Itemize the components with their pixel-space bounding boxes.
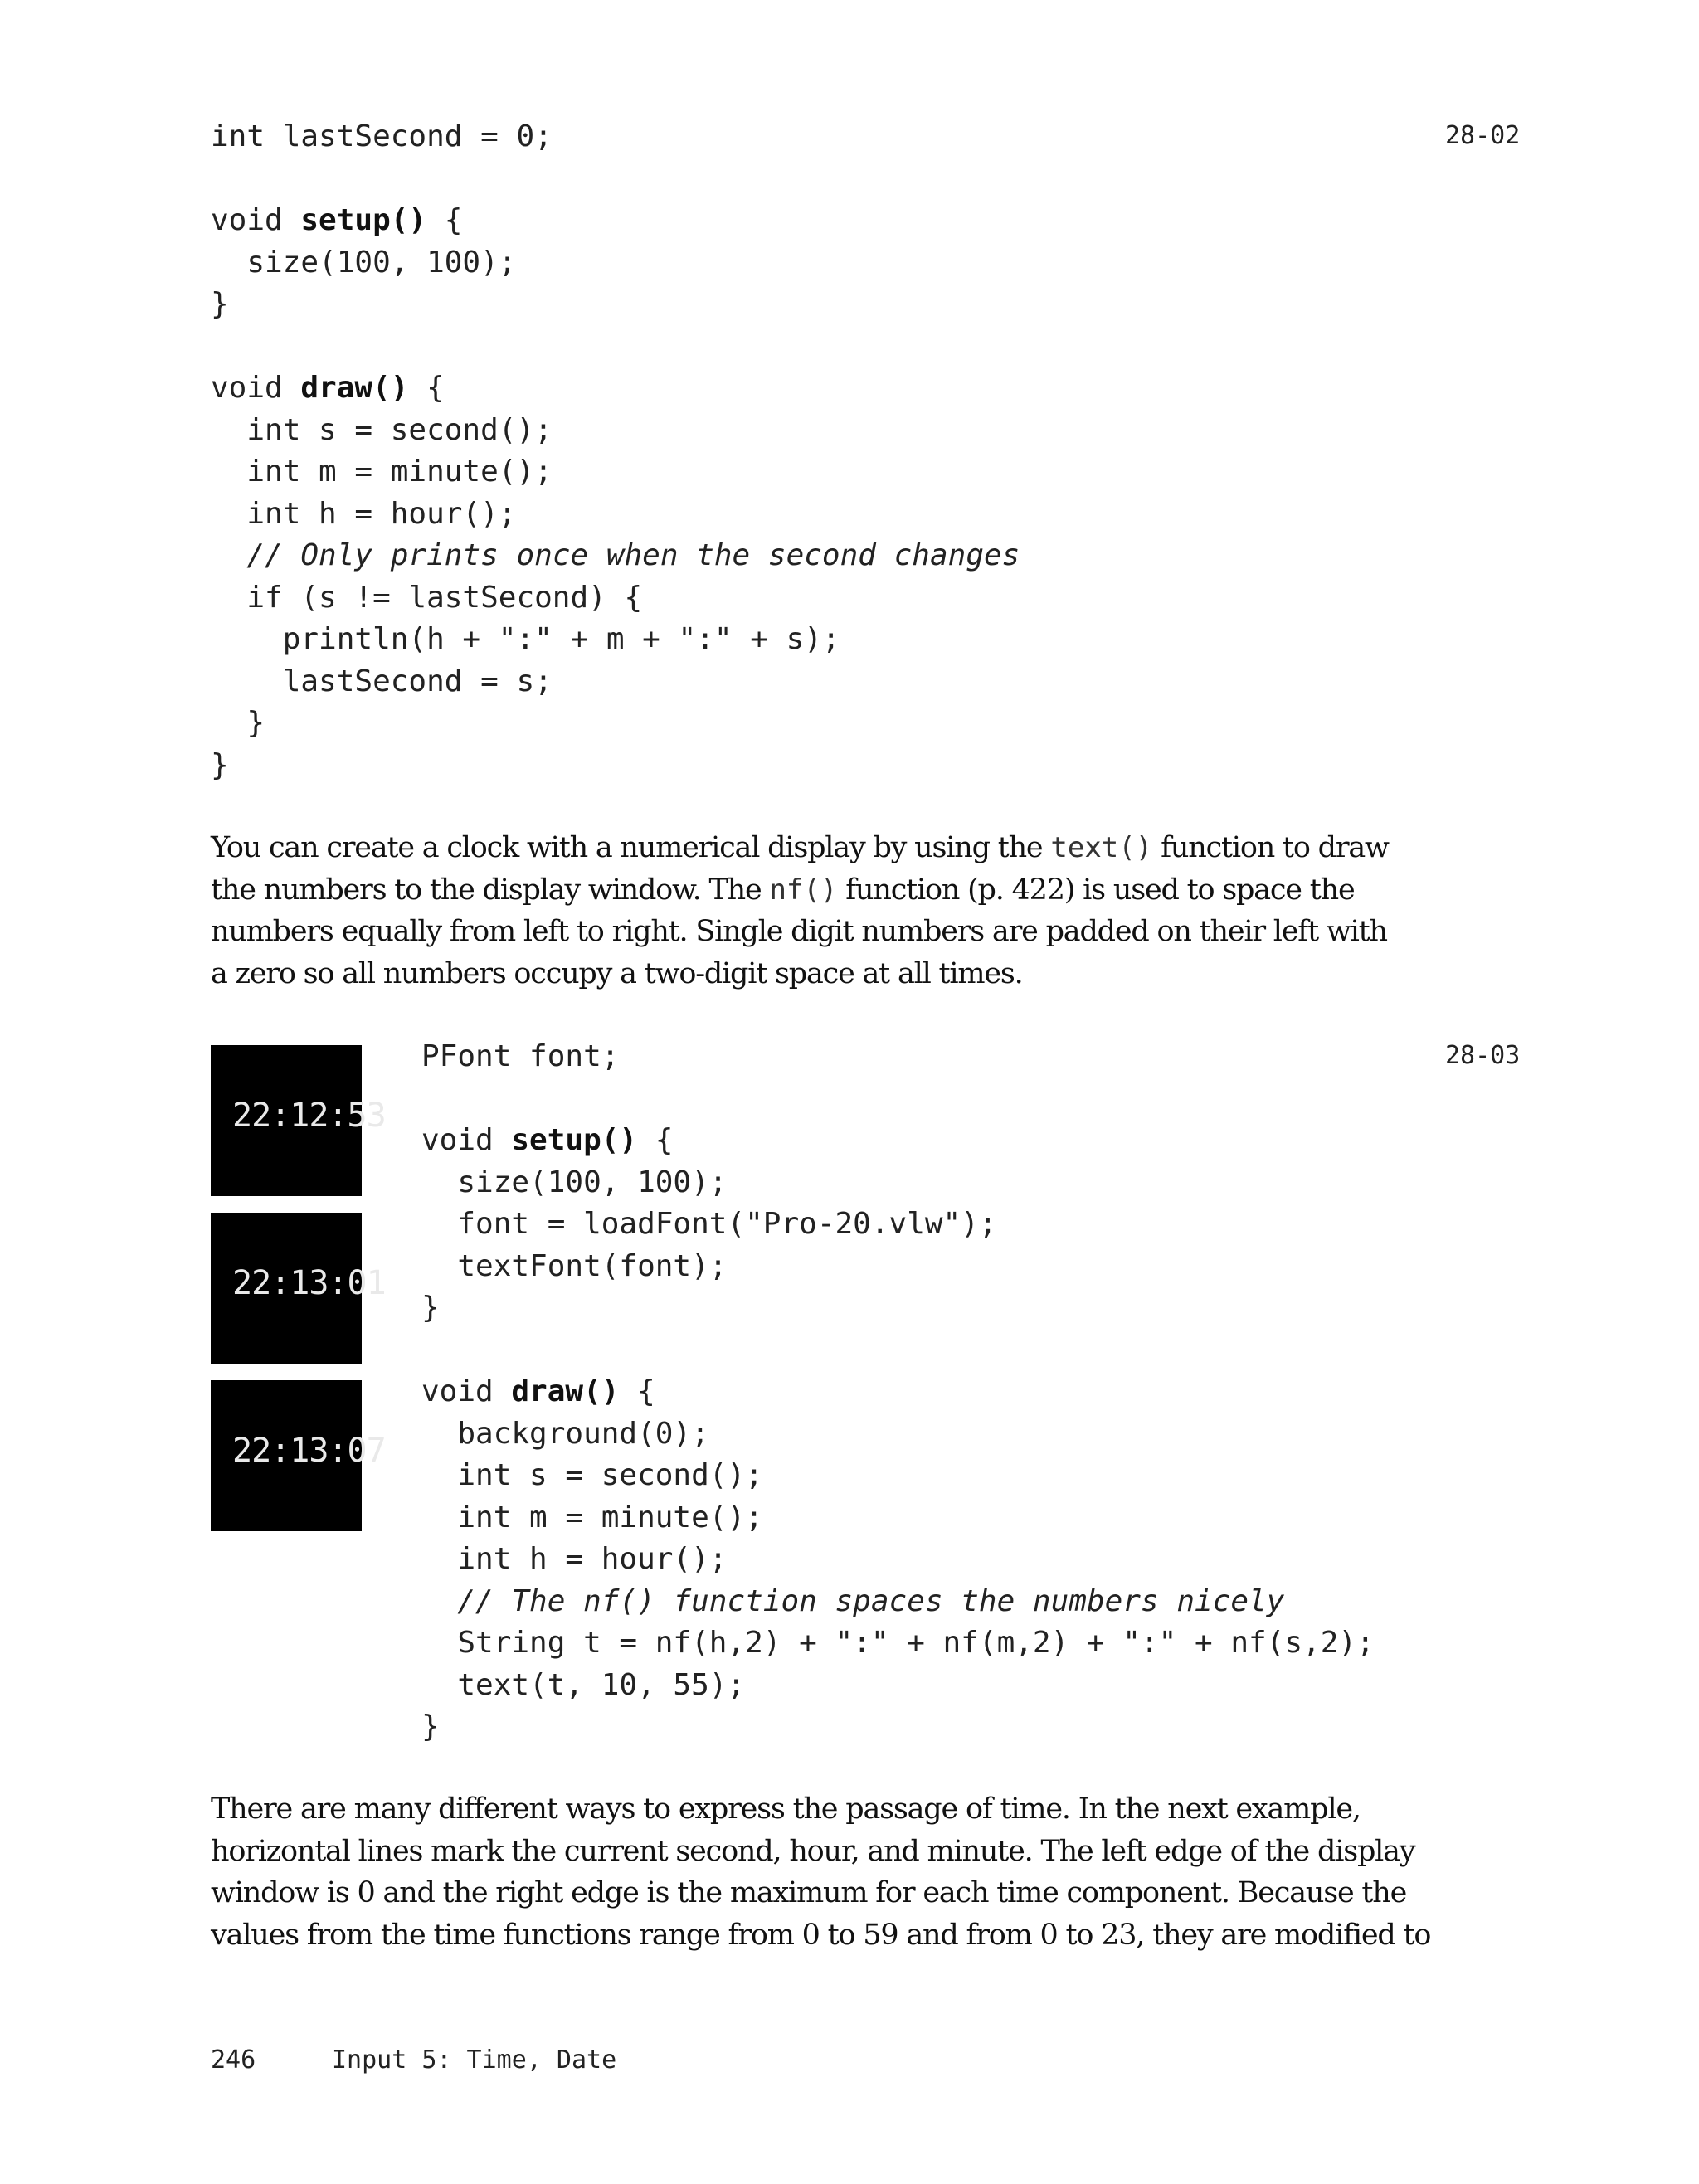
clock-time: 22:13:07 <box>232 1432 386 1470</box>
code-line <box>211 326 1020 368</box>
code-line: int s = second(); <box>421 1458 763 1492</box>
code-listing-28-03 <box>421 1036 1375 1749</box>
code-line: } <box>421 1291 440 1325</box>
code-line: void setup() { <box>211 203 463 237</box>
code-line: // Only prints once when the second changes <box>246 538 1020 572</box>
text-line: a zero so all numbers occupy a two-digit space at all times. <box>211 956 1023 990</box>
code-line: // The nf() function spaces the numbers nicely <box>457 1583 1285 1618</box>
code-line: void draw() { <box>211 371 445 405</box>
code-line: PFont font; <box>421 1039 620 1073</box>
code-line: if (s != lastSecond) { <box>211 580 643 615</box>
body-paragraph <box>211 827 1505 995</box>
text-line: numbers equally from left to right. Single digit numbers are padded on their left with <box>211 915 1387 948</box>
code-line: int m = minute(); <box>421 1500 763 1535</box>
text-line: You can create a clock with a numerical display by using the text() function to draw <box>211 831 1389 864</box>
code-line <box>421 1330 1375 1372</box>
text-line: values from the time functions range from 0 to 59 and from 0 to 23, they are modified to <box>211 1918 1431 1952</box>
code-line: int h = hour(); <box>421 1542 728 1576</box>
text-line: horizontal lines mark the current second, hour, and minute. The left edge of the display <box>211 1834 1415 1868</box>
text-line: window is 0 and the right edge is the maximum for each time component. Because the <box>211 1876 1407 1909</box>
clock-thumbnail <box>211 1380 386 1531</box>
code-line: int lastSecond = 0; <box>211 119 553 153</box>
code-line: int h = hour(); <box>211 496 517 531</box>
code-line: size(100, 100); <box>421 1165 728 1199</box>
body-paragraph <box>211 1788 1505 1956</box>
code-line: } <box>211 287 229 321</box>
code-line <box>211 158 1020 201</box>
code-line: void setup() { <box>421 1123 674 1157</box>
code-line: size(100, 100); <box>211 245 517 280</box>
code-line: } <box>211 706 265 740</box>
page-number: 246 <box>211 2045 256 2075</box>
code-listing-28-02 <box>211 116 1020 786</box>
clock-thumbnail <box>211 1213 386 1364</box>
code-line: void draw() { <box>421 1374 655 1408</box>
text-line: There are many different ways to express the passage of time. In the next example, <box>211 1792 1361 1826</box>
code-line: text(t, 10, 55); <box>421 1667 746 1702</box>
example-number: 28-03 <box>1445 1041 1521 1070</box>
code-line: println(h + ":" + m + ":" + s); <box>211 622 840 656</box>
code-line <box>421 1078 1375 1121</box>
code-line: textFont(font); <box>421 1248 728 1283</box>
code-line: font = loadFont("Pro-20.vlw"); <box>421 1207 997 1241</box>
code-line: } <box>421 1710 440 1744</box>
code-line: lastSecond = s; <box>211 664 553 698</box>
running-footer: Input 5: Time, Date <box>332 2045 617 2075</box>
code-line: String t = nf(h,2) + ":" + nf(m,2) + ":" + nf(s,2); <box>421 1626 1375 1660</box>
text-line: the numbers to the display window. The nf() function (p. 422) is used to space the <box>211 873 1355 907</box>
clock-thumbnail <box>211 1045 386 1196</box>
clock-time: 22:12:53 <box>232 1097 386 1135</box>
code-line: int s = second(); <box>211 412 553 447</box>
clock-time: 22:13:01 <box>232 1264 386 1302</box>
code-line: background(0); <box>421 1416 709 1451</box>
example-number: 28-02 <box>1445 121 1521 150</box>
code-line: int m = minute(); <box>211 455 553 489</box>
code-line: } <box>211 747 229 782</box>
